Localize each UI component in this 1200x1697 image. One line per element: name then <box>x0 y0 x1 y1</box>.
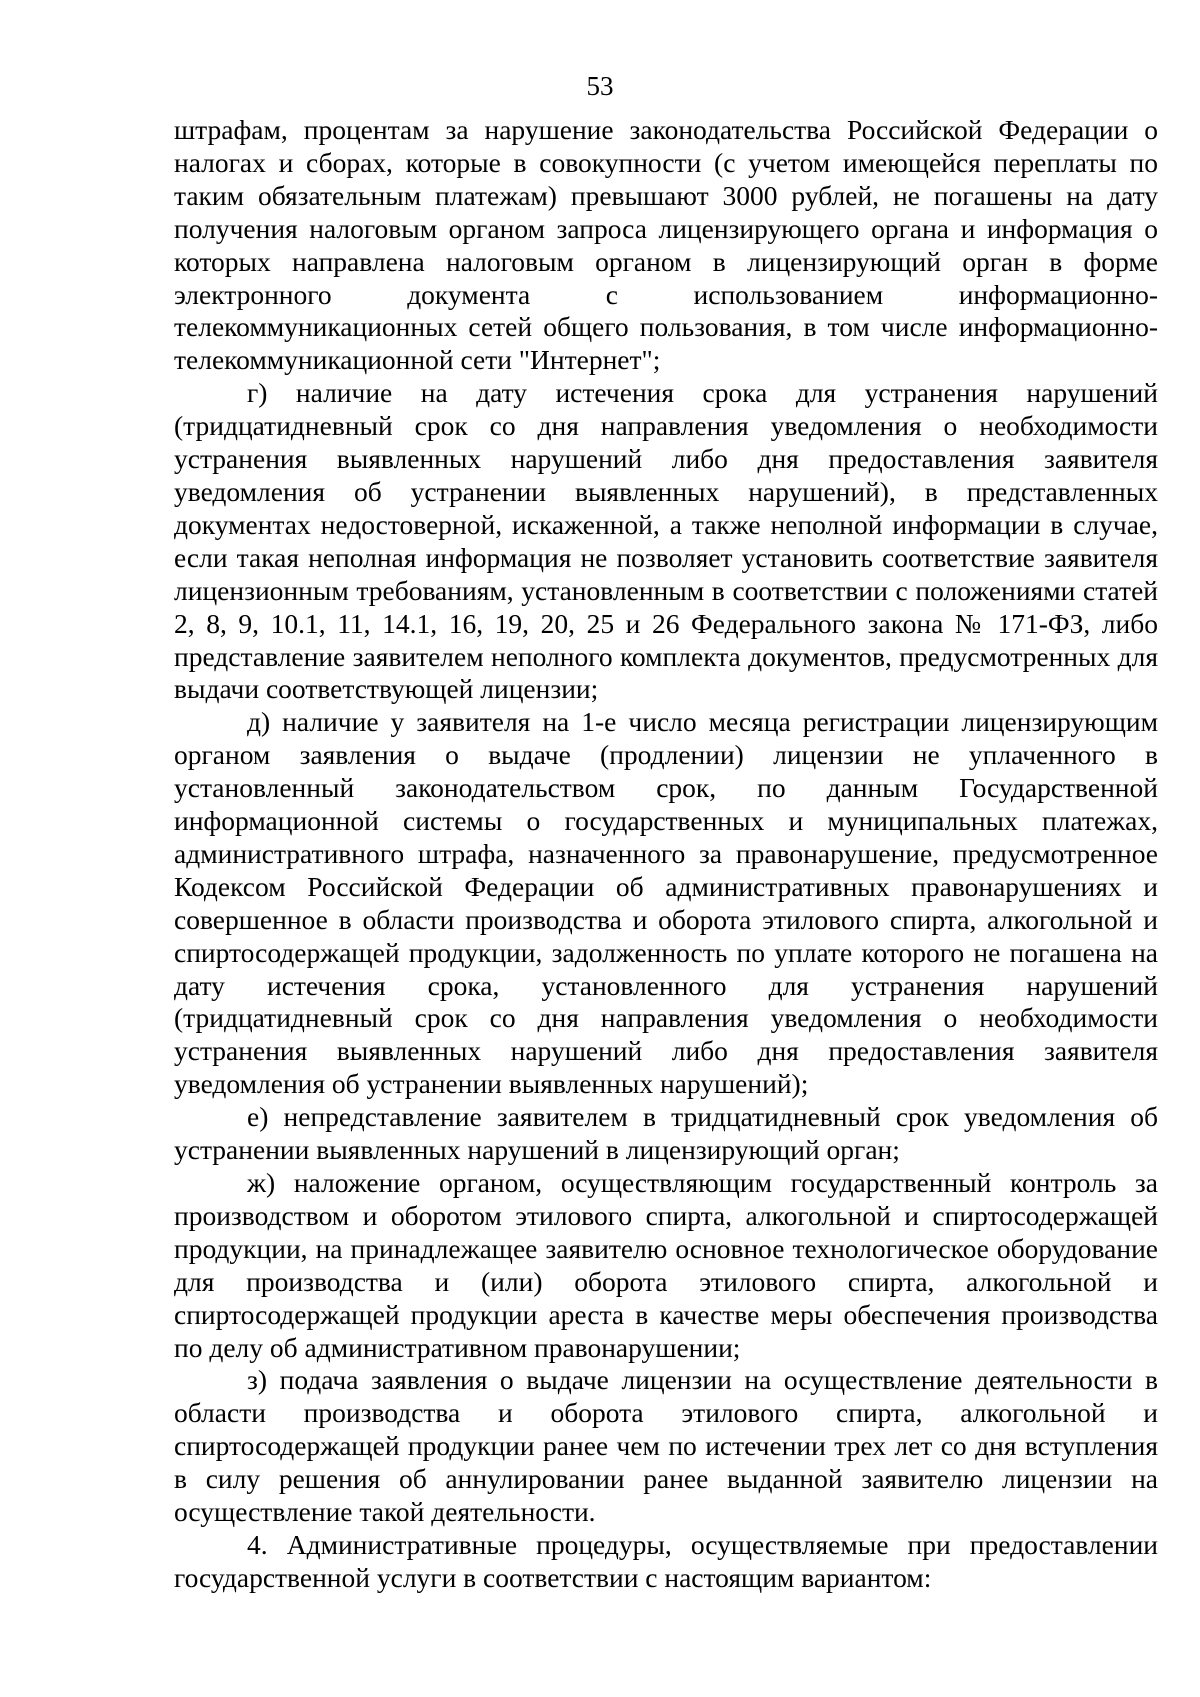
paragraph-section-4: 4. Административные процедуры, осуществляемые при предоставлении государственной услуги в соответствии с настоящим вариантом: <box>174 1528 1158 1593</box>
paragraph-item-d: д) наличие у заявителя на 1-е число месяца регистрации лицензирующим органом заявления о выдаче (продлении) лицензии не уплаченного в установленный законодательством срок, по данным Государственной информационной системы о государственных и муниципальных платежах, административного штрафа, назначенного за правонарушение, предусмотренное Кодексом Российской Федерации об административных правонарушениях и совершенное в области производства и оборота этилового спирта, алкогольной и спиртосодержащей продукции, задолженность по уплате которого не погашена на дату истечения срока, установленного для устранения нарушений (тридцатидневный срок со дня направления уведомления о необходимости устранения выявленных нарушений либо дня предоставления заявителя уведомления об устранении выявленных нарушений); <box>174 706 1158 1100</box>
paragraph-item-zh: ж) наложение органом, осуществляющим государственный контроль за производством и оборотом этилового спирта, алкогольной и спиртосодержащей продукции, на принадлежащее заявителю основное технологическое оборудование для производства и (или) оборота этилового спирта, алкогольной и спиртосодержащей продукции ареста в качестве меры обеспечения производства по делу об административном правонарушении; <box>174 1167 1158 1363</box>
paragraph-continuation: штрафам, процентам за нарушение законодательства Российской Федерации о налогах и сборах, которые в совокупности (с учетом имеющейся переплаты по таким обязательным платежам) превышают 3000 рублей, не погашены на дату получения налоговым органом запроса лицензирующего органа и информация о которых направлена налоговым органом в лицензирующий орган в форме электронного документа с использованием информационно-телекоммуникационных сетей общего пользования, в том числе информационно-телекоммуникационной сети "Интернет"; <box>174 114 1158 376</box>
paragraph-item-g: г) наличие на дату истечения срока для устранения нарушений (тридцатидневный срок со дня направления уведомления о необходимости устранения выявленных нарушений либо дня предоставления заявителя уведомления об устранении выявленных нарушений), в представленных документах недостоверной, искаженной, а также неполной информации в случае, если такая неполная информация не позволяет установить соответствие заявителя лицензионным требованиям, установленным в соответствии с положениями статей 2, 8, 9, 10.1, 11, 14.1, 16, 19, 20, 25 и 26 Федерального закона № 171-ФЗ, либо представление заявителем неполного комплекта документов, предусмотренных для выдачи соответствующей лицензии; <box>174 377 1158 705</box>
page-number: 53 <box>586 71 614 101</box>
document-body <box>174 114 1158 1595</box>
paragraph-item-e: е) непредставление заявителем в тридцатидневный срок уведомления об устранении выявленных нарушений в лицензирующий орган; <box>174 1101 1158 1166</box>
paragraph-item-z: з) подача заявления о выдаче лицензии на осуществление деятельности в области производства и оборота этилового спирта, алкогольной и спиртосодержащей продукции ранее чем по истечении трех лет со дня вступления в силу решения об аннулировании ранее выданной заявителю лицензии на осуществление такой деятельности. <box>174 1364 1158 1528</box>
